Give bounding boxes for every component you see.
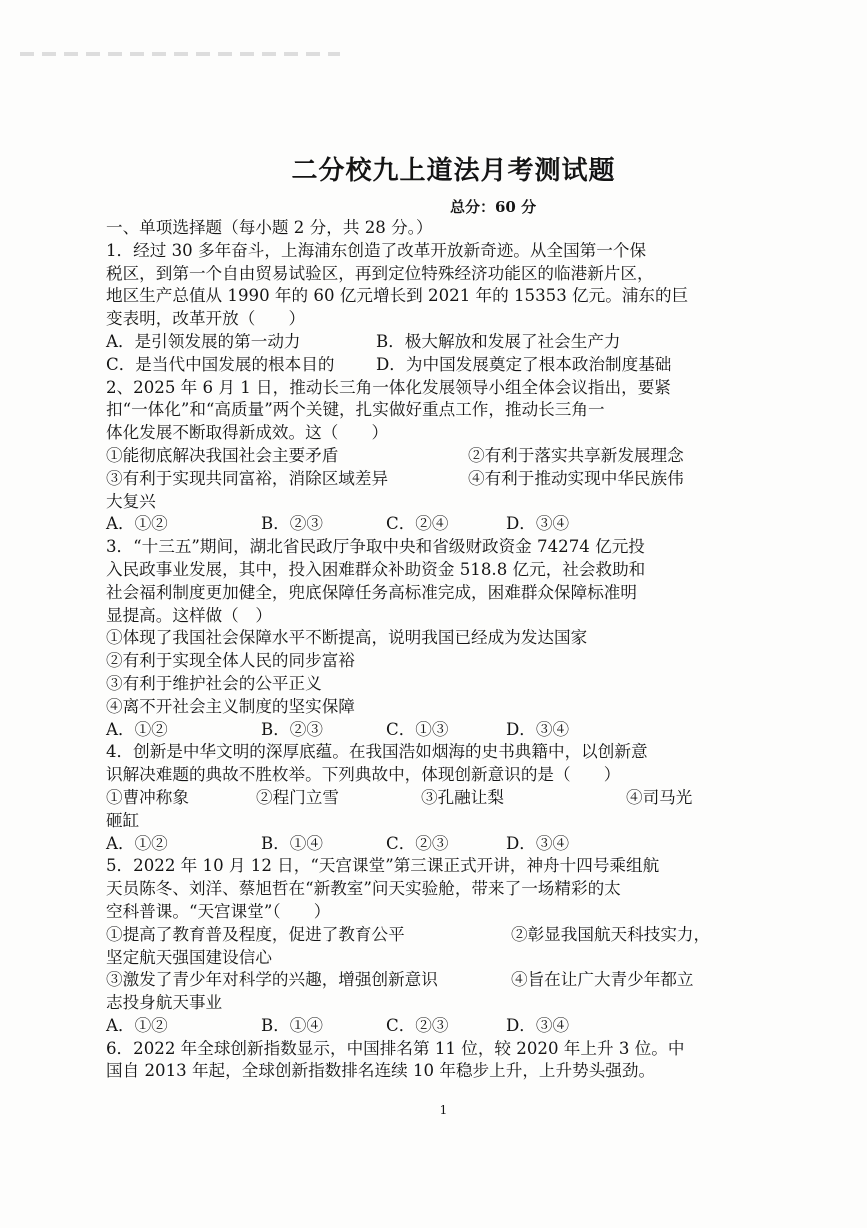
statement-row (106, 969, 736, 992)
option-b: B．①④ (261, 1015, 323, 1035)
question-text-line: 社会福利制度更加健全，兜底保障任务高标准完成，困难群众保障标准明 (106, 582, 637, 602)
question-text-line: 2、2025 年 6 月 1 日，推动长三角一体化发展领导小组全体会议指出，要紧 (106, 377, 671, 397)
option-b: B．极大解放和发展了社会生产力 (376, 331, 621, 351)
statement-4: ④有利于推动实现中华民族伟 (468, 468, 684, 488)
question-text-line: 4．创新是中华文明的深厚底蕴。在我国浩如烟海的史书典籍中，以创新意 (106, 742, 648, 762)
statement-1: ①提高了教育普及程度，促进了教育公平 (106, 924, 405, 944)
section-heading: 一、单项选择题（每小题 2 分，共 28 分。） (106, 218, 433, 237)
statement-1: ①曹冲称象 (106, 787, 189, 807)
option-d: D．③④ (506, 833, 570, 853)
question-text-line: 天员陈冬、刘洋、蔡旭哲在“新教室”问天实验舱，带来了一场精彩的太 (106, 879, 621, 899)
statement-3: ③激发了青少年对科学的兴趣，增强创新意识 (106, 970, 438, 990)
statement-1: ①体现了我国社会保障水平不断提高，说明我国已经成为发达国家 (106, 628, 588, 648)
statement-4: ④离不开社会主义制度的坚实保障 (106, 696, 355, 716)
option-row (106, 354, 736, 377)
statement-4: ④旨在让广大青少年都立 (511, 970, 694, 990)
option-c: C．②③ (386, 1015, 449, 1035)
option-a: A．①② (106, 833, 168, 853)
statement-4: ④司马光 (626, 787, 693, 807)
statement-row (106, 924, 736, 947)
option-d: D．③④ (506, 514, 570, 534)
scan-artifact (20, 52, 340, 56)
option-b: B．②③ (261, 719, 323, 739)
page-title: 二分校九上道法月考测试题 (291, 156, 616, 186)
statement-1: ①能彻底解决我国社会主要矛盾 (106, 445, 339, 465)
question-text-line: 空科普课。“天宫课堂”（ ） (106, 901, 331, 921)
question-text-line: 税区，到第一个自由贸易试验区，再到定位特殊经济功能区的临港新片区， (106, 263, 654, 283)
statement-3: ③有利于维护社会的公平正义 (106, 673, 322, 693)
statement-3: ③孔融让梨 (421, 787, 504, 807)
option-d: D．③④ (506, 719, 570, 739)
question-text-line: 体化发展不断取得新成效。这（ ） (106, 423, 389, 443)
question-text-line: 6．2022 年全球创新指数显示，中国排名第 11 位，较 2020 年上升 3 位。中 (106, 1038, 685, 1058)
exam-body (106, 217, 736, 1083)
option-d: D．③④ (506, 1015, 570, 1035)
option-c: C．①③ (386, 719, 449, 739)
option-row (106, 833, 736, 856)
option-a: A．①② (106, 719, 168, 739)
option-row (106, 1015, 736, 1038)
option-c: C．②③ (386, 833, 449, 853)
statement-2: ②程门立雪 (256, 787, 339, 807)
question-text-line: 3．“十三五”期间，湖北省民政厅争取中央和省级财政资金 74274 亿元投 (106, 537, 645, 557)
option-row (106, 719, 736, 742)
statement-row (106, 468, 736, 491)
statement-2: ②有利于落实共享新发展理念 (468, 445, 684, 465)
question-text-line: 地区生产总值从 1990 年的 60 亿元增长到 2021 年的 15353 亿元。浦东的巨 (106, 286, 689, 306)
statement-row (106, 445, 736, 468)
statement-row (106, 787, 736, 810)
question-text-line: 扣“一体化”和“高质量”两个关键，扎实做好重点工作，推动长三角一 (106, 400, 605, 420)
option-c: C．是当代中国发展的根本目的 (106, 354, 335, 374)
statement-4-continued: 砸缸 (106, 810, 140, 830)
question-text-line: 显提高。这样做（ ） (106, 605, 272, 625)
question-text-line: 变表明，改革开放（ ） (106, 309, 306, 329)
option-b: B．②③ (261, 514, 323, 534)
question-text-line: 5．2022 年 10 月 12 日，“天宫课堂”第三课正式开讲，神舟十四号乘组航 (106, 856, 660, 876)
statement-3: ③有利于实现共同富裕，消除区域差异 (106, 468, 389, 488)
option-row (106, 331, 736, 354)
question-1 (106, 240, 736, 377)
question-5 (106, 855, 736, 1037)
option-a: A．①② (106, 1015, 168, 1035)
page-number: 1 (439, 1103, 448, 1117)
statement-4-continued: 志投身航天事业 (106, 993, 223, 1013)
option-a: A．①② (106, 514, 168, 534)
option-a: A．是引领发展的第一动力 (106, 331, 301, 351)
question-6 (106, 1038, 736, 1084)
question-text-line: 识解决难题的典故不胜枚举。下列典故中，体现创新意识的是（ ） (106, 765, 621, 785)
statement-4-continued: 大复兴 (106, 491, 156, 511)
question-4 (106, 741, 736, 855)
option-row (106, 513, 736, 536)
statement-2-continued: 坚定航天强国建设信心 (106, 947, 272, 967)
question-2 (106, 377, 736, 537)
question-text-line: 1．经过 30 多年奋斗，上海浦东创造了改革开放新奇迹。从全国第一个保 (106, 240, 647, 260)
option-b: B．①④ (261, 833, 323, 853)
statement-2: ②有利于实现全体人民的同步富裕 (106, 651, 355, 671)
question-3 (106, 536, 736, 741)
question-text-line: 入民政事业发展，其中，投入困难群众补助资金 518.8 亿元，社会救助和 (106, 559, 646, 579)
statement-2: ②彰显我国航天科技实力， (511, 924, 711, 944)
option-c: C．②④ (386, 514, 449, 534)
question-text-line: 国自 2013 年起，全球创新指数排名连续 10 年稳步上升，上升势头强劲。 (106, 1061, 656, 1081)
option-d: D．为中国发展奠定了根本政治制度基础 (376, 354, 672, 374)
total-score: 总分：60 分 (450, 198, 537, 216)
